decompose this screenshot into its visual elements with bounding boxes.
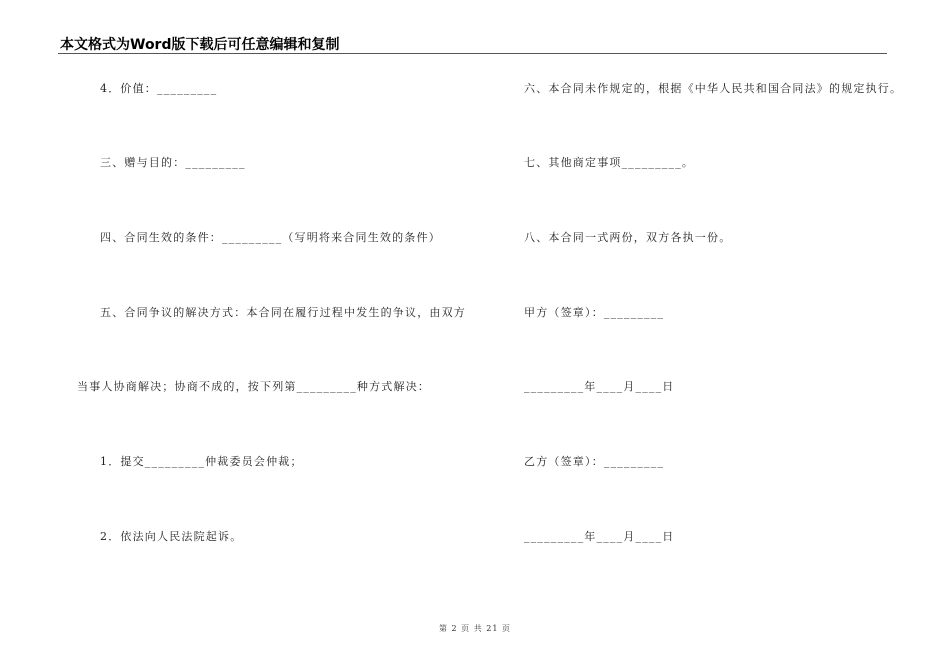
party-a-signature: 甲方（签章）：_________ — [524, 306, 665, 319]
unspecified-provisions-line: 六、本合同未作规定的，根据《中华人民共和国合同法》的规定执行。 — [524, 82, 903, 95]
party-a-date: _________年____月____日 — [524, 380, 675, 393]
gift-purpose-line: 三、赠与目的：_________ — [100, 156, 246, 169]
dispute-resolution-continued: 当事人协商解决；协商不成的，按下列第_________种方式解决： — [77, 380, 431, 393]
party-b-signature: 乙方（签章）：_________ — [524, 455, 665, 468]
effective-condition-line: 四、合同生效的条件：_________（写明将来合同生效的条件） — [100, 231, 441, 244]
page-header-title: 本文格式为Word版下载后可任意编辑和复制 — [60, 37, 340, 53]
header-rule — [58, 53, 887, 54]
party-b-date: _________年____月____日 — [524, 530, 675, 543]
dispute-resolution-line: 五、合同争议的解决方式：本合同在履行过程中发生的争议，由双方 — [100, 306, 466, 319]
court-option: 2．依法向人民法院起诉。 — [100, 530, 243, 543]
other-matters-line: 七、其他商定事项_________。 — [524, 156, 695, 169]
page-number: 第 2 页 共 21 页 — [439, 624, 511, 633]
arbitration-option: 1．提交_________仲裁委员会仲裁； — [100, 455, 303, 468]
item-value-line: 4．价值：_________ — [100, 82, 218, 95]
copies-line: 八、本合同一式两份，双方各执一份。 — [524, 231, 732, 244]
